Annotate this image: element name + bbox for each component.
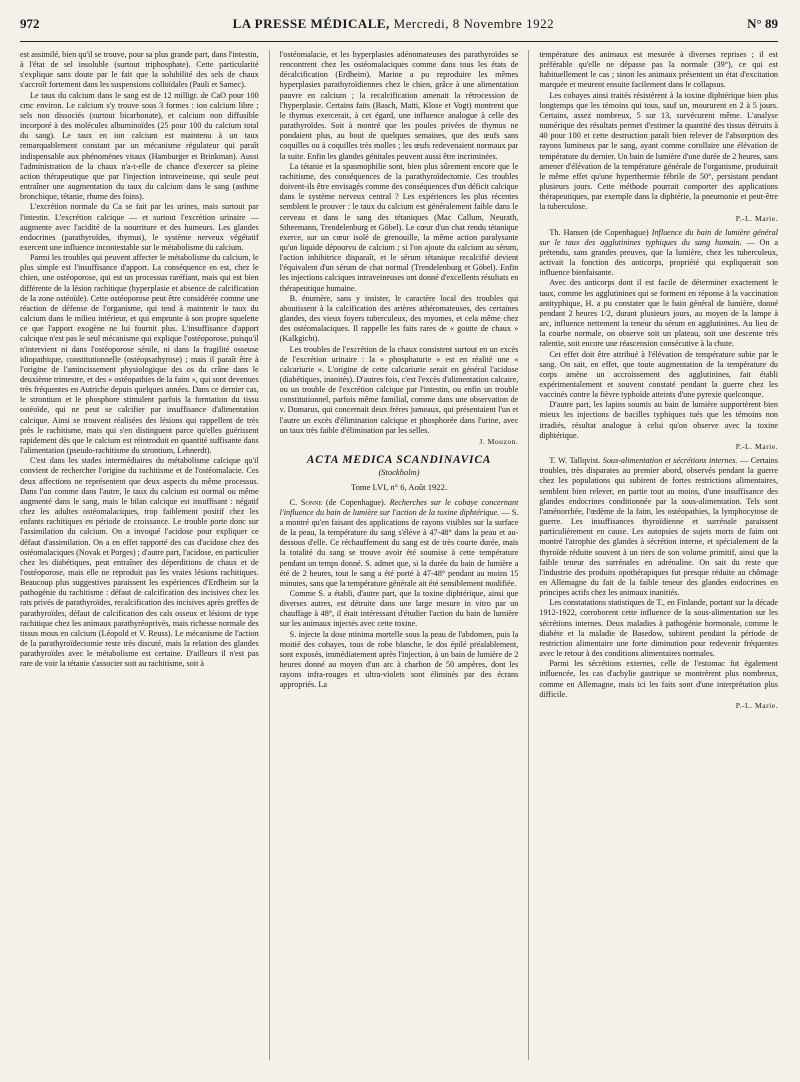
- paragraph: D'autre part, les lapins soumis au bain de lumière supportèrent bien mieux les injections de bacilles typhiques tués que les témoins non irradiés, résultat analogue à celui qu'on observe avec la toxine diphtérique.: [539, 400, 778, 440]
- text-columns: [20, 50, 778, 1060]
- paragraph: est assimilé, bien qu'il se trouve, pour sa plus grande part, dans l'intestin, à l'état de sel insoluble (surtout triphosphate). Cette particularité s'explique sans doute par le fait que la solubilité des sels de chaux s'accroît fortement dans les suspensions colloïdales (Pauli et Samec).: [20, 50, 259, 90]
- article-body: — Certains troubles, très disparates au premier abord, observés pendant la guerre chez les populations qui subirent de fortes restrictions alimentaires, semblent bien relever, en partie tout au moins, d'une insuffisance des glandes endocrines conditionnée par la sous-alimentation. Tels sont l'aménorrhée, l'œdème de la faim, les ostéopathies, la lymphocytose de guerre. Les insuffisances thyroïdienne et surrénale paraissent particulièrement en cause. Les autopsies de sujets morts de faim ont montré l'atrophie des glandes à sécrétion interne, et spécialement de la thyroïde réduite souvent à un tiers de son volume primitif, ainsi que la faible teneur des surrénales en adrénaline. On sait du reste que l'industrie des produits opothérapiques fut presque réduite au chômage en Allemagne du fait de la faible teneur des glandes endocrines en principes actifs chez les animaux inanitiés.: [539, 456, 778, 598]
- column-divider: [269, 50, 270, 1060]
- tome-info: Tome LVI, n° 6, Août 1922.: [350, 482, 448, 493]
- paragraph: S. injecte la dose minima mortelle sous la peau de l'abdomen, puis la moitié des cobayes, tous de robe blanche, le dos épilé préalablement, sont exposés, immédiatement après l'injection, à un bain de lumière de 2 heures donné au moyen d'un arc à charbon de 50 ampères, dont les rayons infra-rouges et ultra-violets sont éliminés par des écrans appropriés. La: [279, 629, 519, 690]
- journal-name: LA PRESSE MÉDICALE,: [232, 16, 390, 31]
- journal-title: [233, 16, 555, 32]
- column-3: [539, 50, 778, 1060]
- paragraph: C'est dans les stades intermédiaires du métabolisme calcique qu'il convient de rechercher l'origine du rachitisme et de l'ostéomalacie. Ces deux affections ne représentent que deux aspects du même processus. Dans l'un comme dans l'autre, le taux du calcium est normal ou même augmenté dans le sang, mais le bilan calcique est insuffisant : négatif chez les adultes ostéomalaciques, trop faiblement positif chez les enfants rachitiques en période de croissance. Le trouble porte donc sur l'assimilation du calcium. On a invoqué l'acidose pour expliquer ce défaut d'assimilation. On a en effet rapporté des cas d'acidose chez des ostéomalaciques (Novak et Porges) ; d'autre part, l'acidose, en particulier chez les diabétiques, peut entraîner des déperditions de chaux et de l'ostéoporose, mais elle ne reproduit pas les vraies lésions rachitiques. Beaucoup plus suggestives paraissent les expériences d'Erdheim sur la pathogénie du rachitisme : défaut de calcification des incisives chez les rats privés de parathyroïdes, recalcification des incisives après greffes de parathyroïdes, défaut de calcification des cals osseux et lésions de type rachitique chez les animaux parathyréoprivés, mais richesse normale des tissus mous en calcium (Léopold et V. Reuss). Le mécanisme de l'action de la parathyroïdectomie reste très discuté, mais la relation des glandes parathyroïdes avec le métabolisme est certaine. D'ailleurs il n'est pas rare de voir la tétanie s'associer soit au rachitisme, soit à: [20, 456, 259, 669]
- page-header: [20, 16, 778, 38]
- column-1: [20, 50, 259, 1060]
- article-title: Sous-alimentation et sécrétions internes.: [602, 456, 738, 466]
- paragraph: B. énumère, sans y insister, le caractère local des troubles qui aboutissent à la calcification des artères athéromateuses, des certaines glandes, des vieux foyers tuberculeux, des myomes, et cela même chez des ostéomalaciques. Il rappelle les faits rares de « goutte de chaux » (Kalkgicht).: [279, 293, 519, 344]
- section-city: (Stockholm): [378, 467, 420, 478]
- issue-number: N° 89: [747, 16, 778, 31]
- page-number: 972: [20, 16, 40, 31]
- article-head: [539, 456, 778, 598]
- article-body: — On a prétendu, sans grandes preuves, que la lumière, chez les tuberculeux, activait la fonction des anticorps, propriété qui expliquerait son influence bienfaisante.: [539, 237, 778, 278]
- paragraph: Les cobayes ainsi traités résistèrent à la toxine diphtérique bien plus longtemps que les témoins qui tous, sauf un, moururent en 2 à 5 jours. Certains, assez nombreux, 5 sur 13, survécurent même. L'analyse numérique des résultats permet d'estimer la quantité des tissus détruits à 40 pour 100 et cette destruction paraît bien relever de l'absorption des rayons lumineux par le sang, ayant comme corollaire une élévation de température du dernier. Un bain de lumière d'une durée de 2 heures, sans amener d'élévation de la température générale de l'organisme, produirait le même effet qu'une hyperthermie fébrile de 50°, persistant pendant plusieurs jours. Cette méthode pourrait comporter des applications thérapeutiques, par exemple dans la diphtérie, la pneumonie et peut-être la tuberculose.: [539, 90, 778, 212]
- signature: P.-L. Marie.: [735, 700, 778, 710]
- article-title: Influence du bain de lumière général sur le taux des agglutinines typhiques du sang humain.: [539, 227, 778, 247]
- paragraph: Avec des anticorps dont il est facile de déterminer exactement le taux, comme les agglutinines qui se forment en réponse à la vaccination antityphique, H. a pu constater que le bain général de lumière, donné pendant 2 heures 1/2, durant plusieurs jours, au moyen de la lampe à arc, influence nettement la teneur du sérum en agglutinines. Au lieu de la courbe normale, on observe soit un plateau, soit une descente très ralentie, soit encore une réascension consécutive à la chute.: [539, 278, 778, 349]
- article-body: — S. a montré qu'en faisant des applications de rayons visibles sur la surface de la peau, la température du sang s'élève à 47-48° dans la peau et au-dessous d'elle. Ce réchauffement du sang est de très courte durée, mais la totalité du sang se trouve avoir été soumise à cette température pendant un temps donné. S. admet que, si la durée du bain de lumière a été de 2 heures, tout le sang a été porté à 47-48° pendant au moins 15 minutes, sans que la température générale ait été sensiblement modifiée.: [279, 507, 519, 588]
- article-head: [539, 228, 778, 279]
- signature: P.-L. Marie.: [735, 441, 778, 451]
- column-2: [280, 50, 519, 1060]
- paragraph: Les constatations statistiques de T., en Finlande, portant sur la décade 1912-1922, corroborent cette influence de la sous-alimentation sur les sécrétions internes. Deux maladies à pathogénie hormonale, comme le diabète et la maladie de Basedow, subirent pendant la période de restriction alimentaire une forte diminution pour redevenir fréquentes avec le retour à des conditions alimentaires normales.: [539, 598, 778, 659]
- section-title: ACTA MEDICA SCANDINAVICA: [306, 454, 492, 467]
- signature: P.-L. Marie.: [735, 213, 778, 223]
- signature: J. Mouzon.: [479, 436, 519, 446]
- paragraph: Cet effet doit être attribué à l'élévation de température subie par le sang. On sait, en effet, que toute augmentation de la température du corps amène un accroissement des agglutinines, fait établi expérimentalement et souvent constaté pendant la guerre chez les vaccinés contre la fièvre typhoïde atteints d'une pyrexie quelconque.: [539, 349, 778, 400]
- paragraph: Le taux du calcium dans le sang est de 12 milligr. de CaO pour 100 cmc environ. Le calcium s'y trouve sous 3 formes : ion calcium libre ; sels non dissociés (surtout bicarbonate), et calcium non diffusible incorporé à des molécules albuminoïdes (25 pour 100 du calcium total du sang). Le taux en ion calcium est maintenu à un taux remarquablement constant par un mécanisme régulateur qui paraît indispensable aux phénomènes vitaux (Hamburger et Brinkman). Aussi l'administration de la chaux n'a-t-elle de chance d'exercer sa pleine action thérapeutique que par l'injection intraveineuse, qui seule peut entraîner une augmentation du taux du calcium dans le sang (asthme bronchique, tétanie, rhume des foins).: [20, 90, 259, 202]
- header-rule: [20, 41, 778, 42]
- article-place: (de Copenhague).: [325, 497, 386, 507]
- paragraph: Parmi les sécrétions externes, celle de l'estomac fut également influencée, les cas d'achylie gastrique se montrèrent plus nombreux, comme en Allemagne, mais ici les faits sont d'une interprétation plus difficile.: [539, 659, 778, 699]
- article-head: [280, 498, 519, 589]
- article-author: Th. Hansen: [549, 227, 589, 237]
- column-divider: [528, 50, 529, 1060]
- article-place: (de Copenhague): [591, 227, 649, 237]
- paragraph: La tétanie et la spasmophilie sont, bien plus sûrement encore que le rachitisme, des conséquences de la parathyroïdectomie. Ces troubles doivent-ils être envisagés comme des conséquences d'un déficit calcique dans le système nerveux central ? Les expériences les plus récentes semblent le prouver : le taux du calcium est généralement faible dans le cerveau et dans le sang des tétaniques (Mac Callum, Neurath, Stheemann, Trendelenburg et Göbel). Le cœur d'un chat rendu tétanique exerce, sur un cœur isolé de grenouille, la même action paralysante qu'un liquide dépourvu de calcium ; si l'on ajoute du calcium au sérum, l'action inhibitrice disparaît, et le sérum tétanique recalcifié devient l'équivalent d'un sérum de chat normal (Trendelenburg et Göbel). Enfin les injections calciques intraveineuses ont donné d'excellents résultats en thérapeutique humaine.: [279, 161, 519, 293]
- article-title: Recherches sur le cobaye concernant l'influence du bain de lumière sur l'action de la toxine diphtérique.: [279, 497, 519, 517]
- article-author: C. Sonne: [289, 497, 323, 507]
- paragraph: L'excrétion normale du Ca se fait par les urines, mais surtout par l'intestin. L'excrétion calcique — et surtout l'excrétion urinaire — augmente avec l'acidité de la nourriture et des humeurs. Les glandes endocrines (parathyroïdes, thymus), le système nerveux végétatif exercent une influence incontestable sur le métabolisme du calcium.: [20, 202, 259, 252]
- issue-date: Mercredi, 8 Novembre 1922: [393, 16, 555, 31]
- paragraph: Les troubles de l'excrétion de la chaux consistent surtout en un excès de l'excrétion urinaire : la « phosphaturie » est en réalité une « calcariurie ». L'origine de cette calcariurie serait en général l'acidose (diabétiques, inanités). D'autres fois, c'est l'excès d'alimentation calcaire, ou un trouble de l'excrétion calcique par l'intestin, ou enfin un trouble constitutionnel, parfois même familial, comme dans une observation de v. Domarus, qui concernait deux frères jumeaux, qui présentaient l'un et l'autre un excès d'élimination calcique et phosphorée dans l'urine, avec un taux très faible d'élimination par les selles.: [279, 344, 519, 435]
- paragraph: Parmi les troubles qui peuvent affecter le métabolisme du calcium, le plus simple est l'insuffisance d'apport. La conséquence en est, chez le chien, une ostéoporose, qui est un processus raréfiant, mais qui est bien différente de la lésion rachitique (hyperplasie et absence de calcification de la zone ostéoïde). Cette ostéoporose peut être considérée comme une réaction de défense de l'organisme, qui tend à maintenir le taux du calcium dans le milieu intérieur, et qui emprunte à son propre squelette ce que l'apport exogène ne lui fournit plus. L'insuffisance d'apport calcique n'est pas le seul mécanisme qui explique l'ostéoporose, puisqu'il n'intervient ni dans l'ostéoporose sénile, ni dans la fragilité osseuse idiopathique, constitutionnelle (ostéopsathyrose) ; mais il paraît être à l'origine de l'amincissement physiologique des os du crâne dans le deuxième trimestre, et des « ostéopathies de la faim », qui sont devenues très fréquentes en Autriche depuis quelques années. Dans ce dernier cas, le strontium et le phosphore stimulent parfois la formation du tissu ostéoïde, qui ne peut se calcifier par insuffisance d'alimentation calcique. Ainsi se trouvent réalisées des lésions qui rappellent de très près le rachitisme, mais qui s'en distinguent parce qu'elles guérissent rapidement dès que le calcium est réintroduit en quantité suffisante dans l'alimentation (pseudo-rachitisme du strontium, Lehnerdt).: [20, 253, 259, 456]
- paragraph: Comme S. a établi, d'autre part, que la toxine diphtérique, ainsi que diverses autres, est détruite dans une large mesure in vitro par un chauffage à 48°, il était intéressant d'étudier l'action du bain de lumière sur les animaux injectés avec cette toxine.: [279, 588, 519, 629]
- paragraph: l'ostéomalacie, et les hyperplasies adénomateuses des parathyroïdes se rencontrent chez les ostéomalaciques comme dans tous les états de décalcification (Erdheim). Marine a pu reproduire les mêmes hyperplasies parathyroïdiennes chez le chien, grâce à une alimentation pauvre en calcium ; la recalcification amenait la rétrocession de l'hyperplasie. Certains faits (Basch, Matti, Klose et Vogt) montrent que le thymus exercerait, à cet égard, une influence analogue à celle des parathyroïdes. Soit à montré que les poules privées de thymus ne pondaient plus, au bout de quelques semaines, que des œufs sans coquilles ou à coquilles très molles ; les œufs redevenaient normaux par la suite. Enfin les glandes génitales peuvent aussi être incriminées.: [279, 50, 519, 161]
- paragraph: température des animaux est mesurée à diverses reprises ; il est préférable qu'elle ne dépasse pas la normale (39°), ce qui est habituellement le cas ; sinon les animaux présentent un état d'excitation marquée et meurent ensuite facilement dans le collapsus.: [539, 50, 778, 90]
- article-author: T. W. Tallqvist.: [549, 456, 601, 466]
